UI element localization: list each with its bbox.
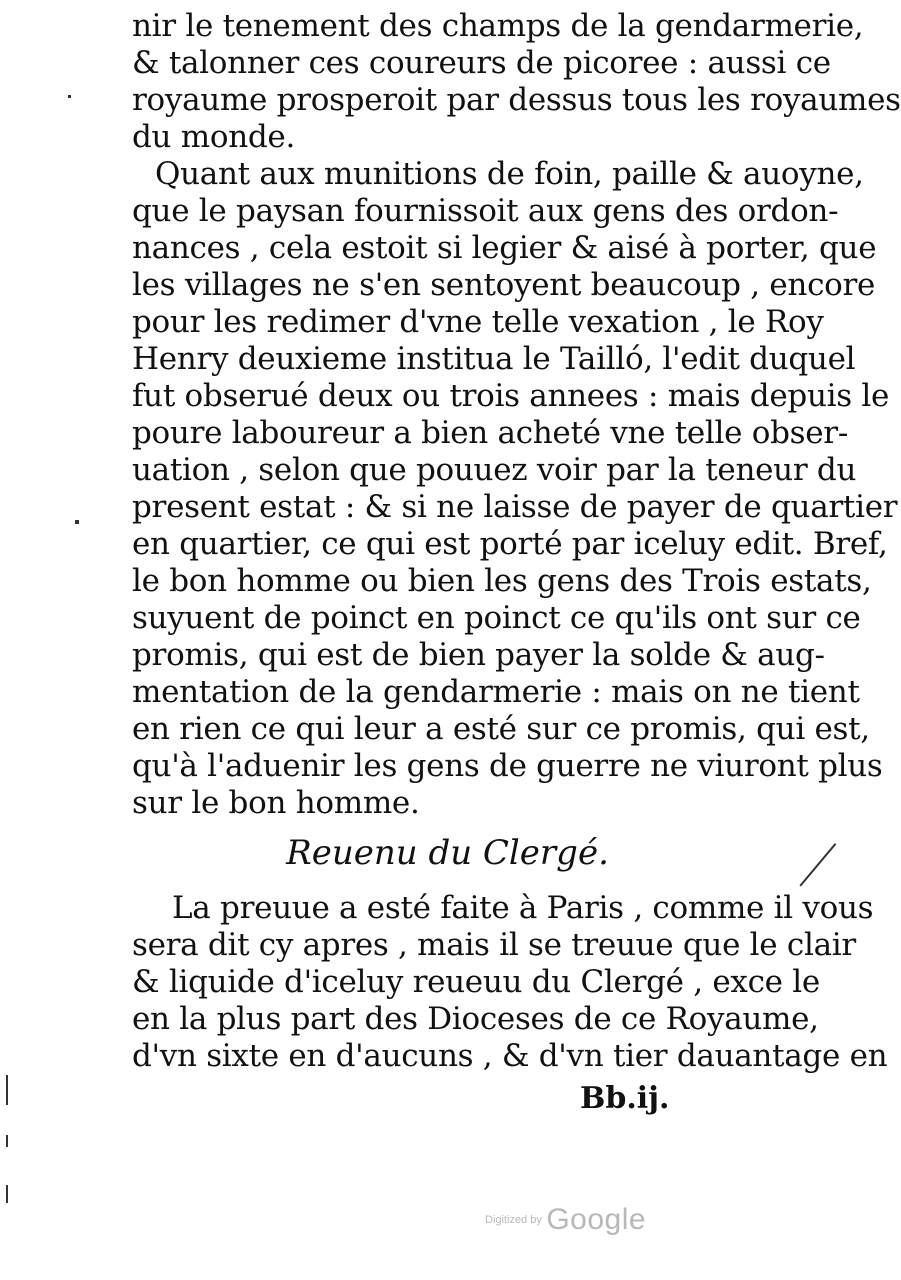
text-line: que le paysan fournissoit aux gens des ordon-: [132, 193, 839, 229]
text-line: fut obserué deux ou trois annees : mais depuis le: [132, 378, 890, 414]
text-line: uation , selon que pouuez voir par la teneur du: [132, 452, 857, 488]
text-line: pour les redimer d'vne telle vexation , le Roy: [132, 304, 824, 340]
text-line: nir le tenement des champs de la gendarmerie,: [132, 8, 864, 44]
text-line: sera dit cy apres , mais il se treuue que le clair: [132, 927, 856, 963]
scan-mark: [6, 1135, 8, 1147]
scan-mark: [6, 1185, 8, 1203]
text-line: suyuent de poinct en poinct ce qu'ils ont sur ce: [132, 600, 861, 636]
scan-mark: [6, 1075, 8, 1105]
section-heading: Reuenu du Clergé.: [286, 833, 609, 873]
text-line: nances , cela estoit si legier & aisé à porter, que: [132, 230, 877, 266]
text-line: Henry deuxieme institua le Tailló, l'edit duquel: [132, 341, 856, 377]
scan-speck: [68, 95, 71, 98]
text-line: en la plus part des Dioceses de ce Royaume,: [132, 1001, 819, 1037]
text-line: La preuue a esté faite à Paris , comme il vous: [172, 890, 874, 926]
text-line: promis, qui est de bien payer la solde & aug-: [132, 637, 825, 673]
text-line: en rien ce qui leur a esté sur ce promis, qui est,: [132, 711, 870, 747]
text-line: present estat : & si ne laisse de payer de quartier: [132, 489, 898, 525]
scan-speck: [75, 520, 79, 524]
text-line: sur le bon homme.: [132, 785, 420, 821]
text-line: qu'à l'aduenir les gens de guerre ne viuront plus: [132, 748, 883, 784]
text-line: poure laboureur a bien acheté vne telle obser-: [132, 415, 849, 451]
text-line: Quant aux munitions de foin, paille & auoyne,: [155, 156, 864, 192]
watermark-brand: Google: [546, 1203, 647, 1236]
text-line: d'vn sixte en d'aucuns , & d'vn tier dauantage en: [132, 1038, 888, 1074]
text-line: & talonner ces coureurs de picoree : aussi ce: [132, 45, 831, 81]
text-line: mentation de la gendarmerie : mais on ne tient: [132, 674, 860, 710]
text-line: les villages ne s'en sentoyent beaucoup , encore: [132, 267, 876, 303]
digitized-watermark: [485, 1203, 646, 1237]
text-line: du monde.: [132, 119, 296, 155]
text-line: le bon homme ou bien les gens des Trois estats,: [132, 563, 872, 599]
text-line: royaume prosperoit par dessus tous les royaumes: [132, 82, 901, 118]
signature-mark: Bb.ij.: [580, 1081, 670, 1116]
text-line: en quartier, ce qui est porté par iceluy edit. Bref,: [132, 526, 888, 562]
watermark-prefix: Digitized by: [485, 1214, 542, 1226]
text-line: & liquide d'iceluy reueuu du Clergé , exce le: [132, 964, 820, 1000]
